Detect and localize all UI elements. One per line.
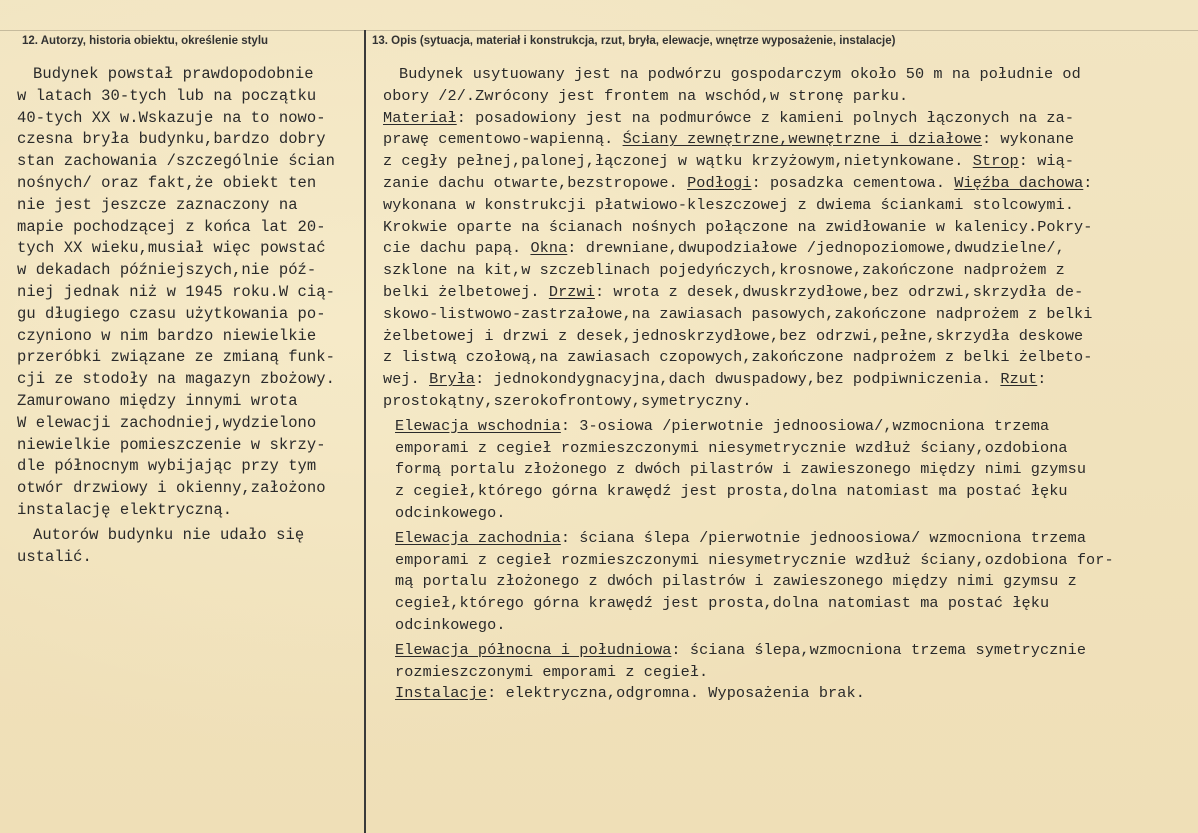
desc-line <box>383 369 1183 391</box>
history-line: otwór drzwiowy i okienny,założono <box>17 479 326 498</box>
label-east-elevation: Elewacja wschodnia <box>395 416 561 435</box>
desc-text: cie dachu papą. <box>383 239 531 258</box>
desc-text: : 3-osiowa /pierwotnie jednoosiowa/,wzmocniona trzema <box>560 416 1050 435</box>
history-line: nie jest jeszcze zaznaczony na <box>17 195 298 214</box>
desc-text: : ściana ślepa /pierwotnie jednoosiowa/ wzmocniona trzema <box>560 528 1087 547</box>
desc-text: belki żelbetowej. <box>383 282 549 301</box>
desc-text: : drewniane,dwupodziałowe /jednopoziomowe,dwudzielne/, <box>567 239 1065 258</box>
desc-line: z listwą czołową,na zawiasach czopowych,zakończone nadprożem z belki żelbeto- <box>383 348 1093 367</box>
label-roof-truss: Więźba dachowa <box>954 173 1084 192</box>
desc-line: rozmieszczonymi emporami z cegieł. <box>395 662 709 681</box>
desc-line <box>383 173 1183 195</box>
label-west-elevation: Elewacja zachodnia <box>395 528 561 547</box>
desc-line <box>383 282 1183 304</box>
desc-text: : posadzka cementowa. <box>751 173 955 192</box>
desc-line <box>383 683 1183 705</box>
label-installations: Instalacje <box>395 684 488 703</box>
column-divider <box>364 30 366 833</box>
history-line: niewielkie pomieszczenie w skrzy- <box>17 435 326 454</box>
desc-line: odcinkowego. <box>395 615 506 634</box>
desc-line: żelbetowej i drzwi z desek,jednoskrzydłowe,bez odrzwi,pełne,skrzydła deskowe <box>383 326 1084 345</box>
history-line: nośnych/ oraz fakt,że obiekt ten <box>17 173 317 192</box>
label-floors: Podłogi <box>687 173 752 192</box>
history-text-column <box>17 64 362 568</box>
desc-text: : jednokondygnacyjna,dach dwuspadowy,bez podpiwniczenia. <box>475 370 1001 389</box>
history-line: cji ze stodoły na magazyn zbożowy. <box>17 370 335 389</box>
desc-line <box>383 640 1183 662</box>
history-line: niej jednak niż w 1945 roku.W cią- <box>17 282 335 301</box>
desc-line: z cegieł,którego górna krawędź jest prosta,dolna natomiast ma postać łęku <box>395 482 1068 501</box>
history-line: w latach 30-tych lub na początku <box>17 86 317 105</box>
history-line: gu długiego czasu użytkowania po- <box>17 304 326 323</box>
desc-line: Budynek usytuowany jest na podwórzu gospodarczym około 50 m na południe od <box>399 65 1081 83</box>
desc-line <box>383 238 1183 260</box>
desc-text: : wrota z desek,dwuskrzydłowe,bez odrzwi,skrzydła de- <box>594 282 1084 301</box>
desc-text: zanie dachu otwarte,bezstropowe. <box>383 173 688 192</box>
desc-line: emporami z cegieł rozmieszczonymi niesymetrycznie wzdłuż ściany,ozdobiona <box>395 438 1068 457</box>
history-line: instalację elektryczną. <box>17 500 233 519</box>
desc-text: : ściana ślepa,wzmocniona trzema symetrycznie <box>671 640 1087 659</box>
desc-text: : elektryczna,odgromna. Wyposażenia brak. <box>487 684 865 703</box>
label-plan: Rzut <box>1000 370 1038 389</box>
desc-text: : wią- <box>1018 152 1075 171</box>
desc-line: skowo-listwowo-zastrzałowe,na zawiasach pasowych,zakończone nadprożem z belki <box>383 304 1093 323</box>
desc-line <box>383 416 1183 438</box>
history-line: przeróbki związane ze zmianą funk- <box>17 348 335 367</box>
history-line: czyniono w nim bardzo niewielkie <box>17 326 317 345</box>
history-line: Zamurowano między innymi wrota <box>17 391 298 410</box>
desc-line: wykonana w konstrukcji płatwiowo-kleszczowej z dwiema ściankami stolcowymi. <box>383 195 1075 214</box>
desc-text: : posadowiony jest na podmurówce z kamieni polnych łączonych na za- <box>456 108 1075 127</box>
description-text-column <box>383 64 1183 705</box>
desc-line: obory /2/.Zwrócony jest frontem na wschód,w stronę parku. <box>383 86 909 105</box>
label-doors: Drzwi <box>548 282 595 301</box>
desc-line: emporami z cegieł rozmieszczonymi niesymetrycznie wzdłuż ściany,ozdobiona for- <box>395 550 1114 569</box>
history-line: dle północnym wybijając przy tym <box>17 457 317 476</box>
desc-line <box>383 129 1183 151</box>
desc-text: : wykonane <box>981 130 1075 149</box>
desc-text: wej. <box>383 370 430 389</box>
desc-line <box>383 528 1183 550</box>
desc-line: prostokątny,szerokofrontowy,symetryczny. <box>383 391 752 410</box>
label-north-south-elevation: Elewacja północna i południowa <box>395 640 672 659</box>
section-12-heading: 12. Autorzy, historia obiektu, określenie stylu <box>22 35 269 47</box>
history-line: tych XX wieku,musiał więc powstać <box>17 239 326 258</box>
desc-text: prawę cementowo-wapienną. <box>383 130 623 149</box>
label-windows: Okna <box>530 239 568 258</box>
desc-line: szklone na kit,w szczeblinach pojedyńczych,krosnowe,zakończone nadprożem z <box>383 261 1065 280</box>
desc-line: cegieł,którego górna krawędź jest prosta,dolna natomiast ma postać łęku <box>395 594 1050 613</box>
section-13-heading: 13. Opis (sytuacja, materiał i konstrukcja, rzut, bryła, elewacje, wnętrze wyposażenie, instalacje) <box>372 35 896 47</box>
desc-line <box>383 151 1183 173</box>
desc-text: : <box>1083 173 1093 192</box>
history-line: czesna bryła budynku,bardzo dobry <box>17 130 326 149</box>
history-line: W elewacji zachodniej,wydzielono <box>17 413 317 432</box>
history-line: Budynek powstał prawdopodobnie <box>33 65 314 83</box>
desc-line: Krokwie oparte na ścianach nośnych połączone na zwidłowanie w kalenicy.Pokry- <box>383 217 1093 236</box>
desc-line: odcinkowego. <box>395 503 506 522</box>
desc-line <box>383 108 1183 130</box>
label-massing: Bryła <box>429 370 476 389</box>
history-line: ustalić. <box>17 547 92 566</box>
desc-line: mą portalu złożonego z dwóch pilastrów i zawieszonego między nimi gzymsu z <box>395 572 1077 591</box>
history-line: w dekadach późniejszych,nie póź- <box>17 261 317 280</box>
history-line: mapie pochodzącej z końca lat 20- <box>17 217 326 236</box>
label-ceiling: Strop <box>972 152 1019 171</box>
label-material: Materiał <box>383 108 457 127</box>
history-line: 40-tych XX w.Wskazuje na to nowo- <box>17 108 326 127</box>
desc-text: z cegły pełnej,palonej,łączonej w wątku krzyżowym,nietynkowane. <box>383 152 973 171</box>
history-line: stan zachowania /szczególnie ścian <box>17 152 335 171</box>
history-line: Autorów budynku nie udało się <box>33 525 305 544</box>
desc-line: formą portalu złożonego z dwóch pilastrów i zawieszonego między nimi gzymsu <box>395 460 1087 479</box>
label-walls: Ściany zewnętrzne,wewnętrzne i działowe <box>622 130 982 149</box>
header-rule <box>0 30 1198 31</box>
desc-text: : <box>1037 370 1047 389</box>
